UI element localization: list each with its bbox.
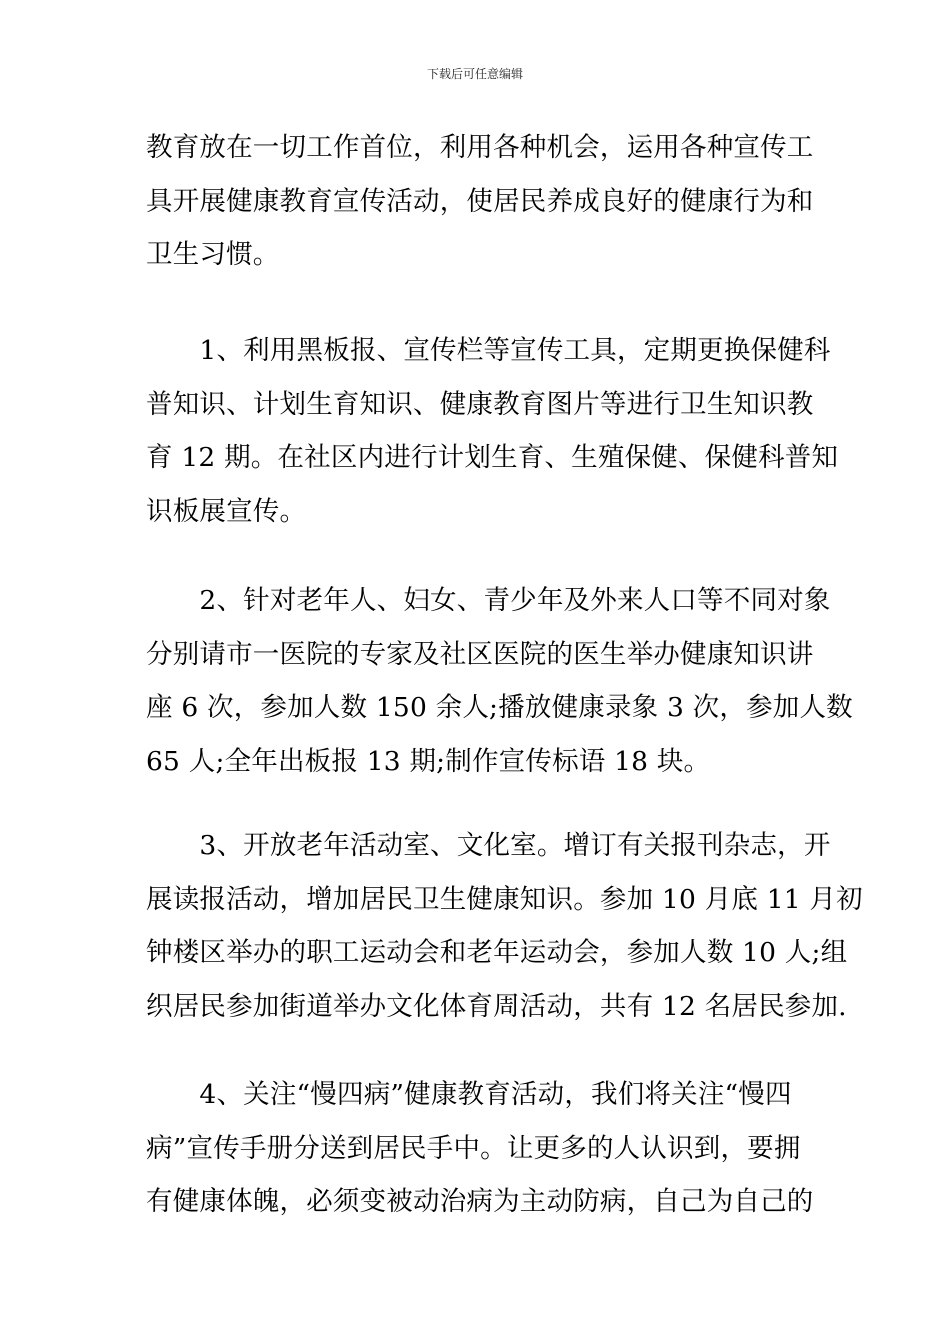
paragraph-intro — [146, 121, 814, 282]
text-line: 教育放在一切工作首位，利用各种机会，运用各种宣传工 — [146, 132, 814, 163]
text-line: 育 12 期。在社区内进行计划生育、生殖保健、保健科普知 — [146, 442, 839, 473]
paragraph-item-1 — [146, 324, 839, 538]
paragraph-item-4 — [146, 1068, 814, 1229]
text-line: 展读报活动，增加居民卫生健康知识。参加 10 月底 11 月初 — [146, 883, 863, 915]
text-line: 具开展健康教育宣传活动，使居民养成良好的健康行为和 — [146, 185, 814, 217]
text-line: 卫生习惯。 — [146, 239, 280, 270]
text-line: 有健康体魄，必须变被动治病为主动防病，自己为自己的 — [146, 1186, 814, 1217]
text-line: 1、利用黑板报、宣传栏等宣传工具，定期更换保健科 — [146, 335, 831, 366]
text-line: 2、针对老年人、妇女、青少年及外来人口等不同对象 — [146, 585, 831, 616]
text-line: 分别请市一医院的专家及社区医院的医生举办健康知识讲 — [146, 638, 814, 670]
header-note: 下载后可任意编辑 — [426, 67, 523, 81]
text-line: 病”宣传手册分送到居民手中。让更多的人认识到，要拥 — [146, 1132, 801, 1164]
text-line: 钟楼区举办的职工运动会和老年运动会，参加人数 10 人;组 — [146, 937, 848, 968]
text-line: 4、关注“慢四病”健康教育活动，我们将关注“慢四 — [146, 1079, 792, 1110]
text-line: 3、开放老年活动室、文化室。增订有关报刊杂志，开 — [146, 830, 831, 861]
text-line: 普知识、计划生育知识、健康教育图片等进行卫生知识教 — [146, 388, 814, 420]
text-line: 座 6 次，参加人数 150 余人;播放健康录象 3 次，参加人数 — [146, 692, 853, 723]
text-line: 织居民参加街道举办文化体育周活动，共有 12 名居民参加. — [146, 990, 847, 1022]
paragraph-item-2 — [146, 574, 853, 788]
text-line: 65 人;全年出板报 13 期;制作宣传标语 18 块。 — [146, 745, 711, 777]
text-line: 识板展宣传。 — [146, 495, 307, 527]
paragraph-item-3 — [146, 819, 863, 1033]
